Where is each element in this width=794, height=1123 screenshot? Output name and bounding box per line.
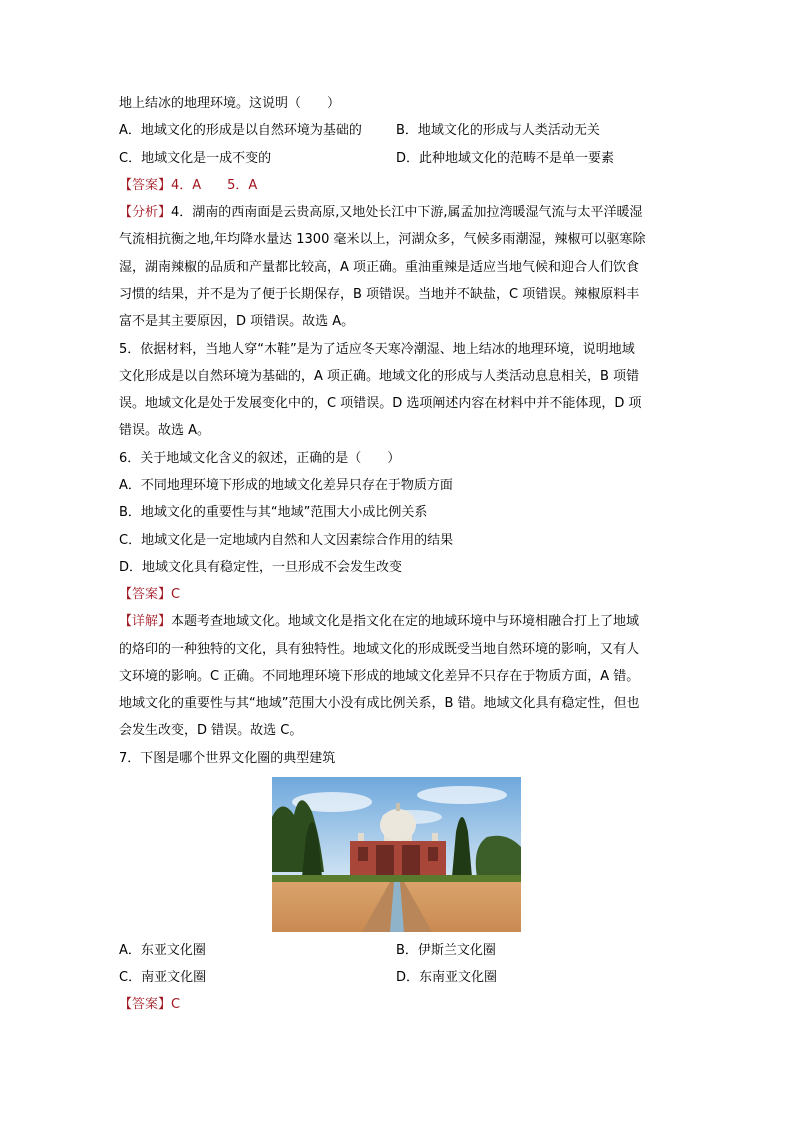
q5-option-d: D．此种地域文化的范畴不是单一要素 bbox=[396, 151, 615, 166]
analysis-q5-line-2: 文化形成是以自然环境为基础的，A 项正确。地域文化的形成与人类活动息息相关，B 项错 bbox=[119, 369, 640, 384]
analysis-tag: 【分析】 bbox=[119, 205, 172, 220]
q7-answer: 【答案】C bbox=[119, 997, 181, 1012]
detail-line-2: 的烙印的一种独特的文化，具有独特性。地域文化的形成既受当地自然环境的影响，又有人 bbox=[119, 642, 640, 657]
q6-option-b: B．地域文化的重要性与其“地域”范围大小成比例关系 bbox=[119, 505, 428, 520]
analysis-q5-line-4: 错误。故选 A。 bbox=[119, 423, 211, 438]
q6-stem: 6．关于地域文化含义的叙述，正确的是（ ） bbox=[119, 451, 401, 466]
analysis-line-3: 湿，湖南辣椒的品质和产量都比较高，A 项正确。重油重辣是适应当地气候和迎合人们饮食 bbox=[119, 260, 640, 275]
analysis-q5-line-3: 误。地域文化是处于发展变化中的，C 项错误。D 选项阐述内容在材料中并不能体现，D 项 bbox=[119, 396, 642, 411]
q5-option-b: B．地域文化的形成与人类活动无关 bbox=[396, 123, 600, 138]
detail-text: 本题考查地域文化。地域文化是指文化在定的地域环境中与环境相融合打上了地域 bbox=[171, 614, 640, 629]
q6-option-d: D．地域文化具有稳定性，一旦形成不会发生改变 bbox=[119, 560, 403, 575]
q7-option-d: D．东南亚文化圈 bbox=[396, 970, 498, 985]
analysis-line-5: 富不是其主要原因，D 项错误。故选 A。 bbox=[119, 314, 355, 329]
humayun-tomb-photo bbox=[272, 777, 521, 932]
detail-tag: 【详解】 bbox=[119, 614, 172, 629]
analysis-q5-line-1: 5．依据材料，当地人穿“木鞋”是为了适应冬天寒冷潮湿、地上结冰的地理环境，说明地域 bbox=[119, 342, 635, 357]
q7-option-a: A．东亚文化圈 bbox=[119, 943, 206, 958]
detail-line-5: 会发生改变，D 错误。故选 C。 bbox=[119, 723, 303, 738]
answer-q4-q5: 【答案】4．A 5．A bbox=[119, 178, 258, 193]
q5-option-c: C．地域文化是一成不变的 bbox=[119, 151, 272, 166]
analysis-line-4: 习惯的结果，并不是为了便于长期保存，B 项错误。当地并不缺盐，C 项错误。辣椒原料丰 bbox=[119, 287, 640, 302]
detail-line-4: 地域文化的重要性与其“地域”范围大小没有成比例关系，B 错。地域文化具有稳定性，但也 bbox=[119, 696, 640, 711]
q7-option-b: B．伊斯兰文化圈 bbox=[396, 943, 496, 958]
q7-stem: 7．下图是哪个世界文化圈的典型建筑 bbox=[119, 751, 336, 766]
q5-option-a: A．地域文化的形成是以自然环境为基础的 bbox=[119, 123, 362, 138]
analysis-line-1 bbox=[119, 203, 643, 223]
analysis-text: 4．湖南的西南面是云贵高原,又地处长江中下游,属孟加拉湾暖湿气流与太平洋暖湿 bbox=[171, 205, 643, 220]
q7-option-c: C．南亚文化圈 bbox=[119, 970, 207, 985]
detail-line-1 bbox=[119, 612, 639, 632]
q5-stem-tail: 地上结冰的地理环境。这说明（ ） bbox=[119, 96, 341, 111]
q6-answer: 【答案】C bbox=[119, 587, 181, 602]
detail-line-3: 文环境的影响。C 正确。不同地理环境下形成的地域文化差异不只存在于物质方面，A 错。 bbox=[119, 669, 640, 684]
analysis-line-2: 气流相抗衡之地,年均降水量达 1300 毫米以上，河湖众多，气候多雨潮湿，辣椒可以驱寒除 bbox=[119, 232, 646, 247]
q6-option-a: A．不同地理环境下形成的地域文化差异只存在于物质方面 bbox=[119, 478, 453, 493]
q6-option-c: C．地域文化是一定地域内自然和人文因素综合作用的结果 bbox=[119, 533, 454, 548]
